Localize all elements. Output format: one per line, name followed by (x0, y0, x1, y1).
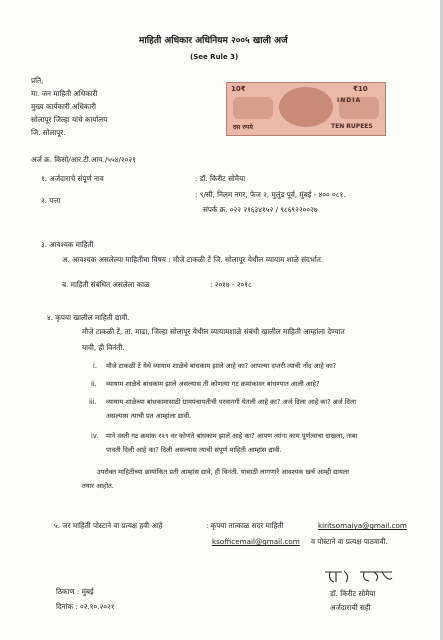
info-subject: अ. आवश्यक असलेल्या माहितीचा विषय : मौजे टाकळी टें जि. सोलापूर येथील व्यायाम शाळे संदर्भात. (62, 255, 324, 264)
delivery-mode-label: ५. जर माहिती पोस्टाने वा प्रत्यक्ष हवी आहे (54, 521, 163, 530)
place: ठिकाण : मुंबई (56, 587, 94, 596)
revenue-stamp (226, 82, 386, 136)
document-title: माहिती अधिकार अधिनियम २००५ खाली अर्ज (139, 36, 288, 46)
email-link-primary[interactable]: kiritsomaiya@gmail.com (318, 521, 407, 530)
question-text: माने वस्ती गट क्रमांक ११९ वर कोणते बांधकाम झाले आहे का? आपण त्यांना काम पूर्णत्वाचा दाखला, ताबा (106, 432, 358, 440)
question-number: i. (93, 362, 97, 370)
question-number: ii. (91, 380, 97, 388)
section-4-intro: मौजे टाकळी टें, ता. माढा, जिल्हा सोलापूर येथील व्यायामशाळे संबंधी खालील माहिती आम्हांला देण्यात (82, 327, 345, 336)
address-line: मुख्य कार्यकारी अधिकारी (31, 102, 96, 111)
question-number: iii. (89, 398, 97, 406)
closing-paragraph: तयार आहोत. (82, 482, 114, 490)
address-line: सोलापूर जिल्हा यांचे कार्यालय (31, 115, 108, 124)
closing-paragraph: उपरोक्त माहितीच्या छायांकित प्रती आम्हांस द्यावे, ही विनंती. यासाठी लागणारे आवश्यक खर्च आम्ही द्यायला (97, 468, 349, 476)
section-4-intro: यावी, ही विनंती. (82, 343, 125, 352)
stamp-country: INDIA (337, 97, 362, 104)
reference-number: अर्ज क्र. किसो/आर.टी.आय./५५४/२०२१ (31, 155, 136, 164)
stamp-denomination-right: ₹10 (353, 85, 368, 93)
section-4-heading: ४. कृपया खालील माहिती द्यावी. (47, 313, 130, 322)
applicant-name-value: : डॉ. किरीट सोमैया (195, 174, 246, 183)
address-label: २. पत्ता (41, 196, 61, 205)
address-line: मा. जन माहिती अधिकारी (31, 89, 98, 98)
delivery-mode-value-end: व पोस्टाने वा प्रत्यक्ष पाठवावी. (311, 537, 388, 546)
question-text: मौजे टाकळी टें येथे व्यायाम शाळेचे बांधकाम झाले आहे का? आपल्या दप्तरी त्याची नोंद आहे का? (106, 362, 337, 370)
stamp-value-english: TEN RUPEES (331, 123, 373, 130)
address-line: जि. सोलापूर. (31, 128, 66, 137)
address-line: प्रति, (31, 76, 44, 85)
question-text: व्यायाम शाळेच्या बांधकामासाठी ग्रामपंचायतीची परवानगी घेतली आहे का? अर्ज दिला आहे का? अर्ज दिला (106, 398, 357, 406)
handwritten-signature (322, 566, 396, 586)
address-value: : ९/सी, निलम नगर, फेज २, मुलुंड पूर्व, मुंबई - ४०० ०८१. (195, 190, 346, 199)
delivery-mode-value: : कृपया तात्काळ सदर माहिती (206, 521, 284, 530)
info-period-value: : २०१७ - २०१८ (210, 280, 252, 289)
stamp-left-ornament (233, 97, 273, 119)
question-text: असल्यास त्याची प्रत आम्हांला द्यावी. (106, 412, 192, 420)
ashoka-emblem-icon (279, 87, 333, 127)
signature-caption: अर्जदाराची सही (330, 603, 371, 612)
stamp-denomination-left: 10₹ (231, 85, 246, 93)
required-info-heading: ३. आवश्यक माहिती (41, 240, 94, 249)
document-subtitle: (See Rule 3) (190, 53, 239, 61)
stamp-value-marathi: दस रुपये (233, 124, 253, 131)
question-text: पावती दिली आहे का? दिली असल्यास त्याची संपूर्ण माहिती आम्हांस द्यावी. (106, 446, 282, 454)
date: दिनांक : ०२.१०.२०२१ (56, 602, 115, 611)
signatory-name: डॉ. किरीट सोमैया (330, 589, 376, 598)
question-text: व्यायाम शाळेचे बांधकाम झाले असल्यास ती कोणत्या गट क्रमांकावर बांधण्यात आली आहे? (106, 380, 320, 388)
contact-number: संपर्क क्र. ०२२ २१६३४१५२ / ९८६९२२००२७ (203, 205, 318, 214)
info-period-label: ब. माहिती संबंधित असलेला काळ (62, 280, 150, 289)
applicant-name-label: १. अर्जदाराचे संपूर्ण नाव (41, 174, 104, 183)
question-number: iv. (91, 432, 99, 440)
email-link-office[interactable]: ksofficemail@gmail.com (212, 537, 300, 546)
